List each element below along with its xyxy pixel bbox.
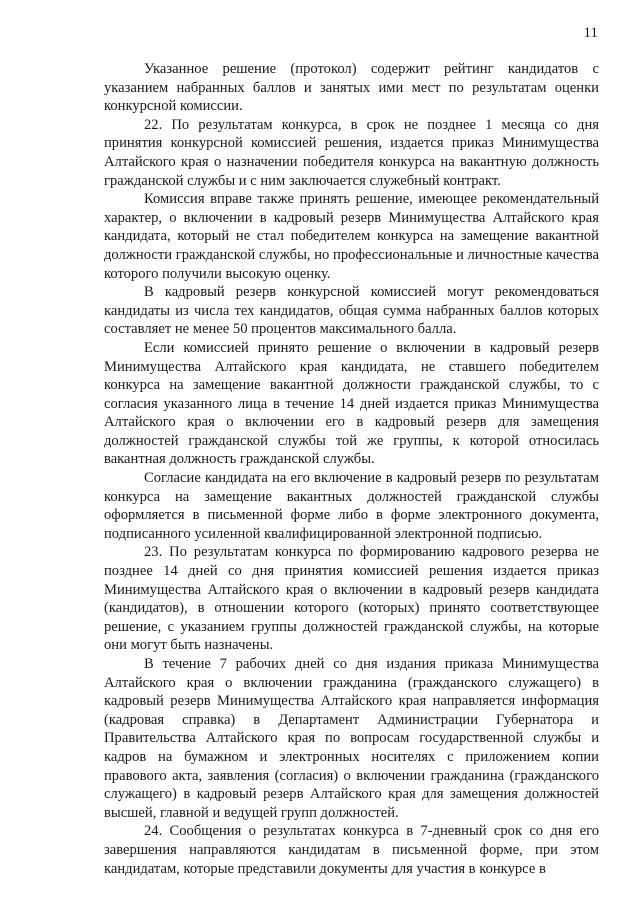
paragraph-commission-reserve-decision: Комиссия вправе также принять решение, имеющее рекомендательный характер, о включении в кадровый резерв Минимущества Алтайского края кандидата, который не стал победителем конкурса на замещение вакантной должности гражданской службы, но профессиональные и личностные качества которого получили высокую оценку. [104,191,599,282]
paragraph-clause-24: 24. Сообщения о результатах конкурса в 7-дневный срок со дня его завершения направляются кандидатам в письменной форме, при этом кандидатам, которые представили документы для участия в конкурсе в [104,823,599,877]
document-body [104,60,599,878]
page-number: 11 [583,25,598,41]
paragraph-information-submission: В течение 7 рабочих дней со дня издания приказа Минимущества Алтайского края о включении гражданина (гражданского служащего) в кадровый резерв Минимущества Алтайского края направляется информация (кадровая справка) в Департамент Администрации Губернатора и Правительства Алтайского края по вопросам государственной службы и кадров на бумажном и электронных носителях с приложением копии правового акта, заявления (согласия) о включении гражданина (гражданского служащего) в кадровый резерв Алтайского края для замещения должностей высшей, главной и ведущей групп должностей. [104,656,599,821]
paragraph-reserve-candidates: В кадровый резерв конкурсной комиссией могут рекомендоваться кандидаты из числа тех кандидатов, общая сумма набранных баллов которых составляет не менее 50 процентов максимального балла. [104,284,599,338]
paragraph-reserve-order: Если комиссией принято решение о включении в кадровый резерв Минимущества Алтайского края кандидата, не ставшего победителем конкурса на замещение вакантной должности гражданской службы, то с согласия указанного лица в течение 14 дней издается приказ Минимущества Алтайского края о включении его в кадровый резерв для замещения должностей гражданской службы той же группы, к которой относилась вакантная должность гражданской службы. [104,339,599,468]
paragraph-clause-23: 23. По результатам конкурса по формированию кадрового резерва не позднее 14 дней со дня принятия комиссией решения издается приказ Минимущества Алтайского края о включении в кадровый резерв кандидата (кандидатов), в отношении которого (которых) принято соответствующее решение, с указанием группы должностей гражданской службы, на которые они могут быть назначены. [104,544,599,654]
paragraph-rating-protocol: Указанное решение (протокол) содержит рейтинг кандидатов с указанием набранных баллов и занятых ими мест по результатам оценки конкурсной комиссии. [104,61,599,115]
paragraph-clause-22: 22. По результатам конкурса, в срок не позднее 1 месяца со дня принятия конкурсной комиссией решения, издается приказ Минимущества Алтайского края о назначении победителя конкурса на вакантную должность гражданской службы и с ним заключается служебный контракт. [104,116,599,189]
paragraph-candidate-consent: Согласие кандидата на его включение в кадровый резерв по результатам конкурса на замещение вакантных должностей гражданской службы оформляется в письменной форме либо в форме электронного документа, подписанного усиленной квалифицированной электронной подписью. [104,470,599,542]
